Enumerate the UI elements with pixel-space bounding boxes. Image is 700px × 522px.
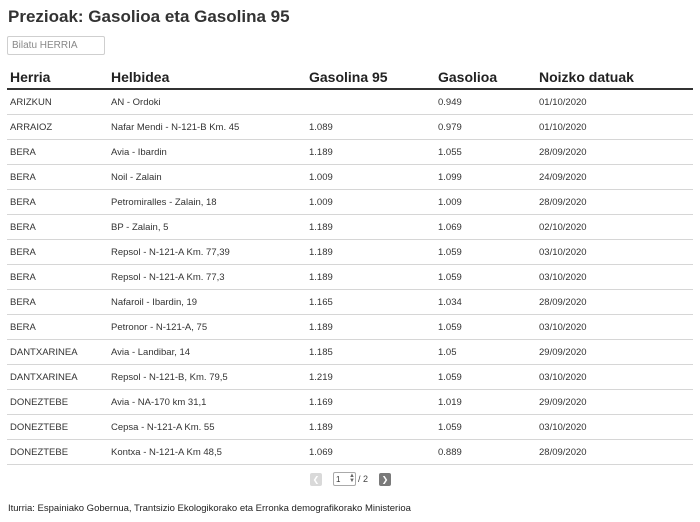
cell-noizko-datuak: 28/09/2020	[539, 147, 587, 158]
cell-herria: DONEZTEBE	[10, 422, 69, 433]
source-note: Iturria: Espainiako Gobernua, Trantsizio Ekologikorako eta Erronka demografikorako Ministerioa	[8, 503, 411, 514]
cell-gasolioa: 0.949	[438, 97, 462, 108]
cell-herria: BERA	[10, 322, 36, 333]
chevron-right-icon: ❯	[381, 475, 389, 484]
cell-herria: BERA	[10, 297, 36, 308]
cell-helbidea: Repsol - N-121-B, Km. 79,5	[111, 372, 228, 383]
cell-gasolioa: 1.059	[438, 322, 462, 333]
table-row	[7, 440, 693, 465]
cell-helbidea: Cepsa - N-121-A Km. 55	[111, 422, 215, 433]
cell-noizko-datuak: 01/10/2020	[539, 122, 587, 133]
cell-helbidea: Nafaroil - Ibardin, 19	[111, 297, 198, 308]
cell-gasolioa: 1.05	[438, 347, 457, 358]
cell-noizko-datuak: 03/10/2020	[539, 322, 587, 333]
cell-gasolioa: 1.059	[438, 422, 462, 433]
cell-helbidea: Avia - Landibar, 14	[111, 347, 191, 358]
cell-gasolioa: 1.059	[438, 372, 462, 383]
cell-helbidea: BP - Zalain, 5	[111, 222, 169, 233]
cell-gasolioa: 1.009	[438, 197, 462, 208]
cell-gasolina-95: 1.189	[309, 247, 333, 258]
cell-noizko-datuak: 01/10/2020	[539, 97, 587, 108]
cell-noizko-datuak: 29/09/2020	[539, 397, 587, 408]
table-row	[7, 165, 693, 190]
next-page-button[interactable]	[379, 473, 391, 486]
cell-gasolina-95: 1.219	[309, 372, 333, 383]
cell-herria: ARIZKUN	[10, 97, 52, 108]
cell-gasolioa: 1.019	[438, 397, 462, 408]
table-header	[7, 66, 693, 90]
column-header-noizko-datuak[interactable]: Noizko datuak	[539, 69, 634, 85]
cell-gasolioa: 1.099	[438, 172, 462, 183]
page-total: / 2	[358, 474, 369, 484]
cell-gasolina-95: 1.185	[309, 347, 333, 358]
cell-herria: DONEZTEBE	[10, 397, 69, 408]
cell-herria: BERA	[10, 272, 36, 283]
table-row	[7, 315, 693, 340]
cell-gasolioa: 1.069	[438, 222, 462, 233]
cell-herria: BERA	[10, 247, 36, 258]
cell-gasolina-95: 1.089	[309, 122, 333, 133]
cell-gasolioa: 1.059	[438, 272, 462, 283]
cell-gasolina-95: 1.189	[309, 272, 333, 283]
cell-herria: BERA	[10, 197, 36, 208]
table-row	[7, 415, 693, 440]
column-header-gasolina-95[interactable]: Gasolina 95	[309, 69, 388, 85]
cell-herria: DANTXARINEA	[10, 347, 78, 358]
cell-herria: DANTXARINEA	[10, 372, 78, 383]
cell-gasolioa: 1.034	[438, 297, 462, 308]
cell-gasolina-95: 1.189	[309, 422, 333, 433]
cell-helbidea: Repsol - N-121-A Km. 77,39	[111, 247, 230, 258]
table-row	[7, 115, 693, 140]
table-row	[7, 390, 693, 415]
cell-helbidea: Petromiralles - Zalain, 18	[111, 197, 217, 208]
cell-noizko-datuak: 28/09/2020	[539, 197, 587, 208]
table-row	[7, 240, 693, 265]
cell-noizko-datuak: 02/10/2020	[539, 222, 587, 233]
cell-helbidea: Kontxa - N-121-A Km 48,5	[111, 447, 222, 458]
table-row	[7, 90, 693, 115]
cell-gasolioa: 1.055	[438, 147, 462, 158]
page-spinner-icon[interactable]: ▲ ▼	[349, 473, 355, 484]
cell-gasolina-95: 1.009	[309, 197, 333, 208]
cell-gasolina-95: 1.189	[309, 322, 333, 333]
table-row	[7, 365, 693, 390]
table-row	[7, 215, 693, 240]
cell-helbidea: Noil - Zalain	[111, 172, 162, 183]
cell-gasolina-95: 1.189	[309, 222, 333, 233]
table-row	[7, 290, 693, 315]
table-row	[7, 265, 693, 290]
cell-noizko-datuak: 28/09/2020	[539, 447, 587, 458]
cell-herria: BERA	[10, 222, 36, 233]
cell-gasolioa: 0.979	[438, 122, 462, 133]
cell-herria: BERA	[10, 172, 36, 183]
cell-gasolina-95: 1.169	[309, 397, 333, 408]
cell-herria: DONEZTEBE	[10, 447, 69, 458]
column-header-herria[interactable]: Herria	[10, 69, 51, 85]
cell-helbidea: Nafar Mendi - N-121-B Km. 45	[111, 122, 240, 133]
cell-noizko-datuak: 24/09/2020	[539, 172, 587, 183]
column-header-gasolioa[interactable]: Gasolioa	[438, 69, 498, 85]
chevron-left-icon: ❮	[312, 475, 320, 484]
cell-helbidea: Petronor - N-121-A, 75	[111, 322, 208, 333]
cell-herria: ARRAIOZ	[10, 122, 53, 133]
cell-noizko-datuak: 03/10/2020	[539, 422, 587, 433]
cell-noizko-datuak: 29/09/2020	[539, 347, 587, 358]
table-row	[7, 340, 693, 365]
table-row	[7, 140, 693, 165]
cell-noizko-datuak: 03/10/2020	[539, 372, 587, 383]
cell-noizko-datuak: 03/10/2020	[539, 247, 587, 258]
column-header-helbidea[interactable]: Helbidea	[111, 69, 170, 85]
cell-gasolina-95: 1.009	[309, 172, 333, 183]
search-input[interactable]	[7, 36, 105, 55]
cell-gasolina-95: 1.189	[309, 147, 333, 158]
cell-herria: BERA	[10, 147, 36, 158]
table-row	[7, 190, 693, 215]
cell-noizko-datuak: 03/10/2020	[539, 272, 587, 283]
cell-gasolioa: 0.889	[438, 447, 462, 458]
cell-helbidea: Avia - NA-170 km 31,1	[111, 397, 207, 408]
cell-helbidea: Repsol - N-121-A Km. 77,3	[111, 272, 225, 283]
cell-noizko-datuak: 28/09/2020	[539, 297, 587, 308]
cell-helbidea: Avia - Ibardin	[111, 147, 167, 158]
cell-helbidea: AN - Ordoki	[111, 97, 161, 108]
cell-gasolina-95: 1.165	[309, 297, 333, 308]
cell-gasolioa: 1.059	[438, 247, 462, 258]
cell-gasolina-95: 1.069	[309, 447, 333, 458]
previous-page-button[interactable]	[310, 473, 322, 486]
page-title: Prezioak: Gasolioa eta Gasolina 95	[8, 7, 290, 26]
